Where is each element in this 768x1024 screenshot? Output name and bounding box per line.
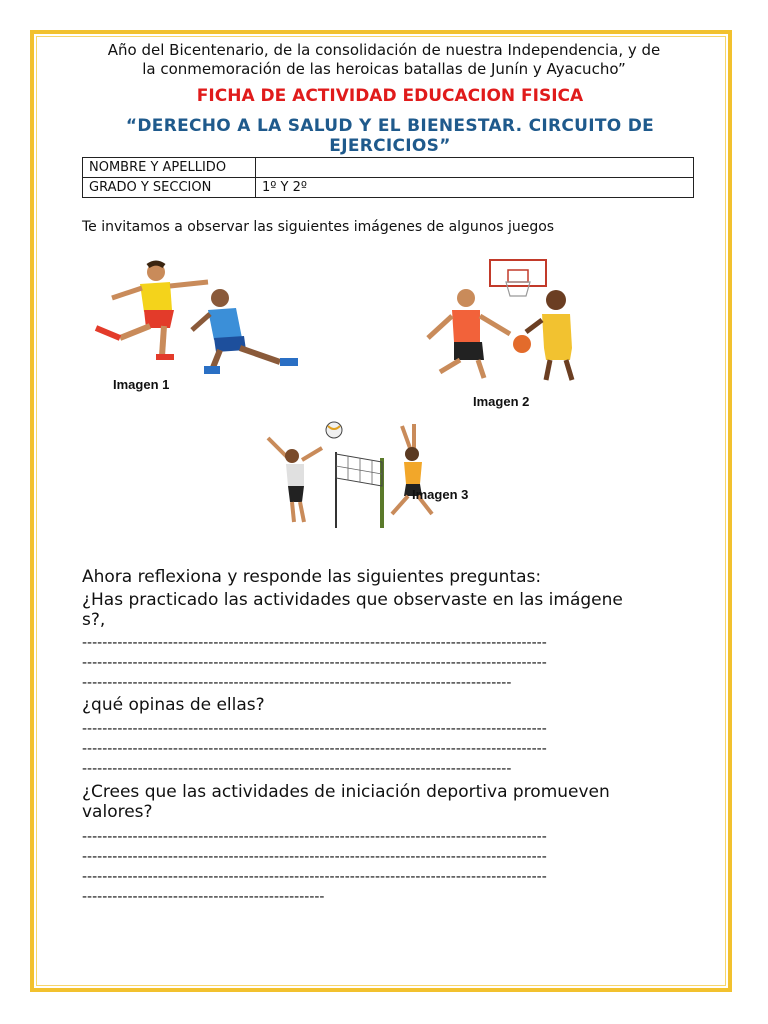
player-shirt (542, 314, 572, 348)
player-shirt (208, 308, 242, 340)
soccer-players-image (84, 258, 304, 378)
answer-line[interactable]: -------------------------------------------------------------------------------------------- (82, 849, 547, 865)
answer-line[interactable]: -------------------------------------------------------------------------------------------- (82, 741, 547, 757)
student-info-table (82, 157, 694, 198)
player-head (546, 290, 566, 310)
subtitle-line-2: EJERCICIOS” (329, 136, 451, 156)
intro-text: Te invitamos a observar las siguientes imágenes de algunos juegos (82, 219, 555, 235)
image-2-label: Imagen 2 (473, 394, 530, 409)
player-head (405, 447, 419, 461)
basketball (513, 335, 531, 353)
table-row (83, 178, 694, 198)
answer-line[interactable]: -------------------------------------------------------------------------------------------- (82, 635, 547, 651)
page-title: FICHA DE ACTIVIDAD EDUCACION FISICA (196, 86, 584, 106)
answer-line[interactable]: ------------------------------------------------ (82, 889, 325, 905)
player-shirt (140, 282, 172, 312)
answer-line[interactable]: -------------------------------------------------------------------------------------------- (82, 721, 547, 737)
answer-line[interactable]: ------------------------------------------------------------------------------------- (82, 761, 512, 777)
reflection-prompt: Ahora reflexiona y responde las siguientes preguntas: (82, 567, 542, 587)
header-line-1: Año del Bicentenario, de la consolidación de nuestra Independencia, y de (107, 41, 661, 59)
answer-line[interactable]: -------------------------------------------------------------------------------------------- (82, 655, 547, 671)
image-3-label: Imagen 3 (412, 487, 469, 502)
header-line-2: la conmemoración de las heroicas batallas de Junín y Ayacucho” (142, 60, 626, 78)
answer-line[interactable]: -------------------------------------------------------------------------------------------- (82, 869, 547, 885)
answer-line[interactable]: -------------------------------------------------------------------------------------------- (82, 829, 547, 845)
table-row (83, 158, 694, 178)
player-shirt (286, 464, 304, 486)
subtitle (80, 116, 700, 156)
name-label: NOMBRE Y APELLIDO (83, 158, 256, 178)
image-1-label: Imagen 1 (113, 377, 170, 392)
name-field[interactable] (256, 158, 694, 178)
subtitle-line-1: “DERECHO A LA SALUD Y EL BIENESTAR. CIRCUITO DE (125, 116, 655, 136)
question-3-line-1: ¿Crees que las actividades de iniciación deportiva promueven (82, 782, 610, 802)
answer-line[interactable]: ------------------------------------------------------------------------------------- (82, 675, 512, 691)
grade-label: GRADO Y SECCION (83, 178, 256, 198)
volleyball-players-image (262, 418, 452, 530)
question-2: ¿qué opinas de ellas? (82, 695, 265, 715)
question-1-line-1: ¿Has practicado las actividades que observaste en las imágene (82, 590, 623, 610)
player-shirt (452, 310, 480, 342)
player-head (211, 289, 229, 307)
question-3-line-2: valores? (82, 802, 153, 822)
grade-value[interactable]: 1º Y 2º (256, 178, 694, 198)
player-head (285, 449, 299, 463)
player-shirt (404, 462, 422, 484)
question-1-line-2: s?, (82, 610, 106, 630)
basketball-players-image (414, 256, 594, 386)
player-head (457, 289, 475, 307)
